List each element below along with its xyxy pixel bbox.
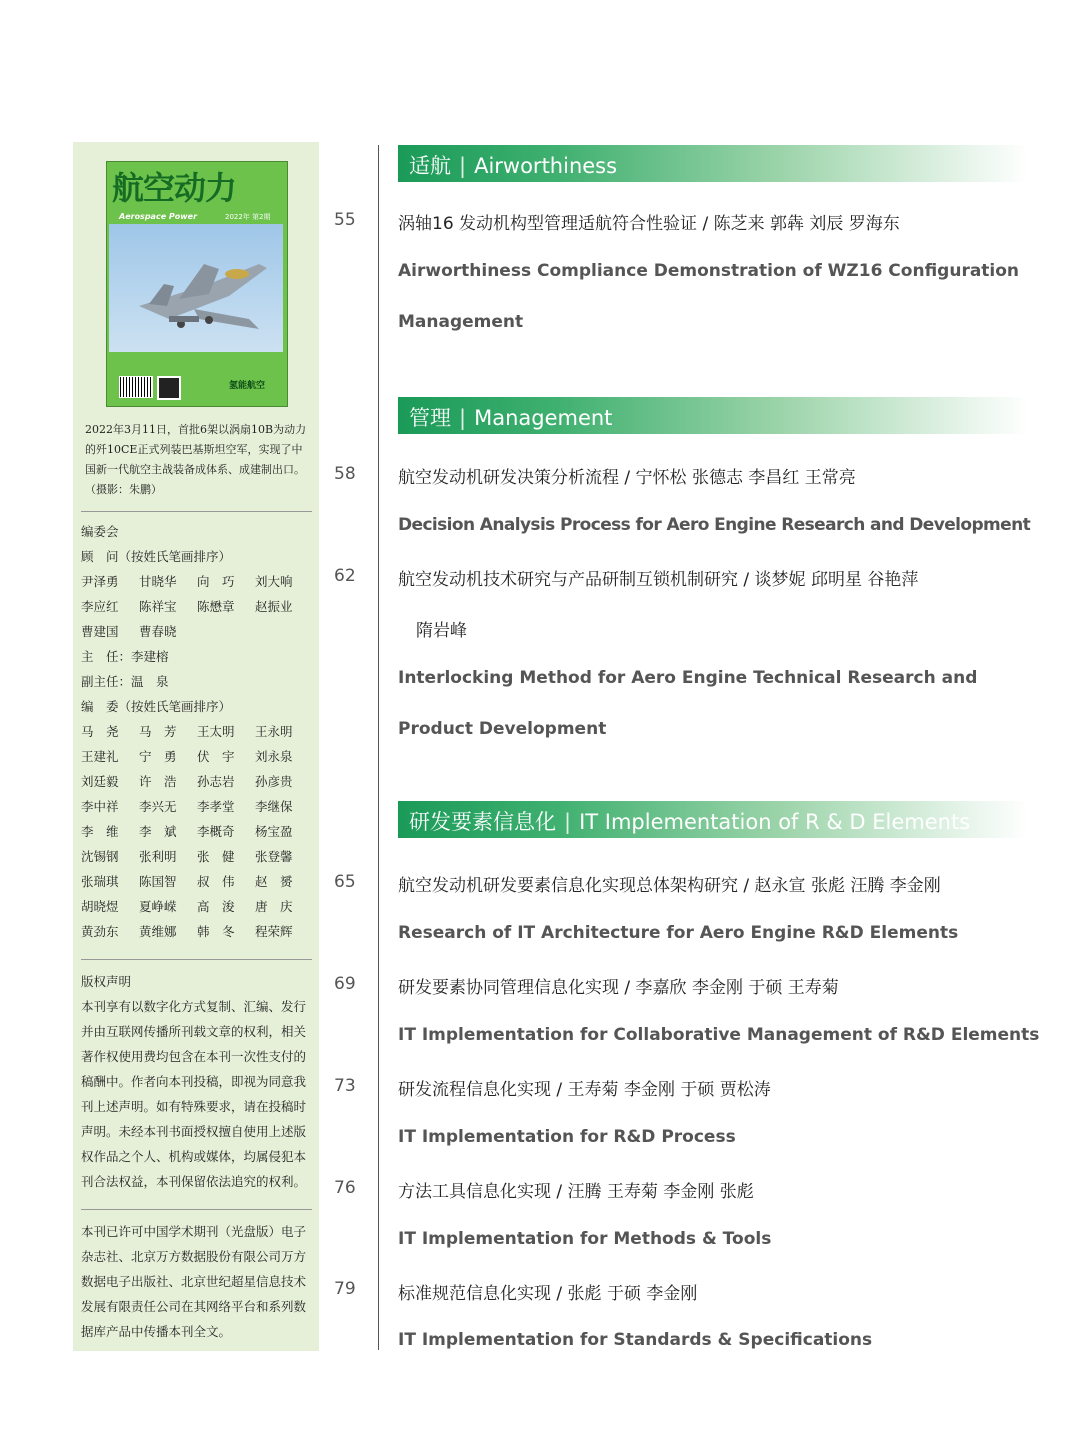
page-number: 62: [334, 566, 356, 586]
page-number: 58: [334, 464, 356, 484]
board-member-name: 李继保: [255, 799, 293, 814]
editorial-board: [81, 519, 317, 944]
name-row: [81, 869, 317, 894]
cover-brand: 氢能航空: [229, 381, 266, 391]
copyright-line: 著作权使用费均包含在本刊一次性支付的: [81, 1049, 307, 1064]
name-row: [81, 769, 317, 794]
board-member-name: 程荣辉: [255, 924, 293, 939]
board-heading: 编委会: [81, 524, 119, 539]
board-member-name: 孙志岩: [197, 774, 235, 789]
board-member-name: 马 尧: [81, 724, 119, 739]
board-member-name: 黄劲东: [81, 924, 119, 939]
article-title-en[interactable]: Decision Analysis Process for Aero Engine Research and Development: [398, 515, 1031, 535]
qr-code-icon: [157, 376, 181, 400]
board-member-name: 陈懋章: [197, 599, 235, 614]
editorial-sidebar: [73, 142, 319, 1351]
copyright-line: 声明。未经本刊书面授权擅自使用上述版: [81, 1124, 307, 1139]
board-member-name: 尹泽勇: [81, 574, 119, 589]
section-header-it-implementation: 研发要素信息化 | IT Implementation of R & D Elements: [398, 801, 1028, 838]
name-row: [81, 569, 317, 594]
board-member-name: 沈锡钢: [81, 849, 119, 864]
board-member-name: 曹春晓: [139, 624, 177, 639]
article-title-en[interactable]: IT Implementation for Standards & Specifications: [398, 1330, 873, 1350]
name-row: [81, 719, 317, 744]
section-en: Airworthiness: [474, 154, 618, 178]
board-member-name: 王永明: [255, 724, 293, 739]
board-member-name: 夏峥嵘: [139, 899, 177, 914]
barcode-icon: [119, 376, 153, 398]
page-number: 73: [334, 1076, 356, 1096]
director: 主 任：李建榕: [81, 649, 169, 664]
cover-caption: 2022年3月11日，首批6架以涡扇10B为动力的歼10CE正式列装巴基斯坦空军，实现了中国新一代航空主战装备成体系、成建制出口。（摄影：朱鹏）: [85, 423, 307, 496]
name-row: [81, 844, 317, 869]
article-title-en[interactable]: IT Implementation for Collaborative Management of R&D Elements: [398, 1025, 1040, 1045]
article-title-zh[interactable]: 标准规范信息化实现 / 张彪 于硕 李金刚: [398, 1284, 698, 1304]
board-member-name: 李中祥: [81, 799, 119, 814]
board-member-name: 宁 勇: [139, 749, 177, 764]
name-row: [81, 619, 317, 644]
copyright-line: 刊合法权益，本刊保留依法追究的权利。: [81, 1174, 307, 1189]
section-en: Management: [474, 406, 613, 430]
license-notice: [81, 1219, 314, 1344]
board-member-name: 黄维娜: [139, 924, 177, 939]
article-title-zh-continued[interactable]: 隋岩峰: [416, 621, 467, 641]
license-line: 发展有限责任公司在其网络平台和系列数: [81, 1299, 307, 1314]
board-member-name: 甘晓华: [139, 574, 177, 589]
board-member-name: 高 浚: [197, 899, 235, 914]
board-member-name: 赵 赟: [255, 874, 293, 889]
article-title-zh[interactable]: 研发流程信息化实现 / 王寿菊 李金刚 于硕 贾松涛: [398, 1080, 771, 1100]
board-member-name: 李 斌: [139, 824, 177, 839]
name-row: [81, 819, 317, 844]
board-member-name: 伏 宇: [197, 749, 235, 764]
article-title-zh[interactable]: 研发要素协同管理信息化实现 / 李嘉欣 李金刚 于硕 王寿菊: [398, 978, 839, 998]
board-member-name: 王建礼: [81, 749, 119, 764]
board-member-name: 张登馨: [255, 849, 293, 864]
members-label: 编 委（按姓氏笔画排序）: [81, 699, 232, 714]
board-member-name: 李孝堂: [197, 799, 235, 814]
advisors-label: 顾 问（按姓氏笔画排序）: [81, 549, 232, 564]
section-en: IT Implementation of R & D Elements: [579, 810, 971, 834]
page-number: 69: [334, 974, 356, 994]
board-member-name: 李兴无: [139, 799, 177, 814]
article-title-en[interactable]: IT Implementation for R&D Process: [398, 1127, 736, 1147]
section-zh: 适航: [409, 154, 451, 178]
name-row: [81, 744, 317, 769]
copyright-body: [81, 994, 314, 1194]
board-member-name: 孙彦贵: [255, 774, 293, 789]
advisors-list: [81, 569, 317, 644]
board-member-name: 张瑞琪: [81, 874, 119, 889]
board-member-name: 李 维: [81, 824, 119, 839]
board-member-name: 杨宝盈: [255, 824, 293, 839]
board-member-name: 张 健: [197, 849, 235, 864]
article-title-en[interactable]: Interlocking Method for Aero Engine Technical Research and: [398, 668, 978, 688]
vice-director: 副主任：温 泉: [81, 674, 169, 689]
board-member-name: 唐 庆: [255, 899, 293, 914]
section-header-management: 管理 | Management: [398, 397, 1028, 434]
board-member-name: 韩 冬: [197, 924, 235, 939]
board-member-name: 马 芳: [139, 724, 177, 739]
members-list: [81, 719, 317, 944]
article-title-zh[interactable]: 航空发动机研发要素信息化实现总体架构研究 / 赵永宣 张彪 汪腾 李金刚: [398, 876, 941, 896]
board-member-name: 李概奇: [197, 824, 235, 839]
page-number: 55: [334, 210, 356, 230]
board-member-name: 王太明: [197, 724, 235, 739]
board-member-name: 曹建国: [81, 624, 119, 639]
page-number: 76: [334, 1178, 356, 1198]
cover-subtitle: Aerospace Power: [119, 212, 198, 221]
cover-issue: 2022年 第2期: [225, 213, 271, 221]
article-title-zh[interactable]: 航空发动机技术研究与产品研制互锁机制研究 / 谈梦妮 邱明星 谷艳萍: [398, 570, 919, 590]
license-line: 数据电子出版社、北京世纪超星信息技术: [81, 1274, 307, 1289]
license-line: 杂志社、北京万方数据股份有限公司万方: [81, 1249, 307, 1264]
license-line: 据库产品中传播本刊全文。: [81, 1324, 232, 1339]
name-row: [81, 894, 317, 919]
name-row: [81, 919, 317, 944]
article-title-en[interactable]: Product Development: [398, 719, 607, 739]
copyright-line: 权作品之个人、机构或媒体，均属侵犯本: [81, 1149, 307, 1164]
copyright-title: 版权声明: [81, 974, 132, 989]
board-member-name: 刘廷毅: [81, 774, 119, 789]
name-row: [81, 794, 317, 819]
board-member-name: 陈祥宝: [139, 599, 177, 614]
copyright-notice: [81, 969, 314, 1194]
board-member-name: 刘永泉: [255, 749, 293, 764]
section-header-airworthiness: 适航 | Airworthiness: [398, 145, 1028, 182]
board-member-name: 张利明: [139, 849, 177, 864]
board-member-name: 叔 伟: [197, 874, 235, 889]
board-member-name: 刘大响: [255, 574, 293, 589]
article-title-en[interactable]: Airworthiness Compliance Demonstration of WZ16 Configuration: [398, 261, 1020, 281]
article-title-en[interactable]: IT Implementation for Methods & Tools: [398, 1229, 772, 1249]
divider: [81, 511, 312, 512]
copyright-line: 本刊享有以数字化方式复制、汇编、发行: [81, 999, 307, 1014]
magazine-cover: [106, 161, 288, 407]
license-line: 本刊已许可中国学术期刊（光盘版）电子: [81, 1224, 307, 1239]
board-member-name: 李应红: [81, 599, 119, 614]
article-title-zh[interactable]: 涡轴16 发动机构型管理适航符合性验证 / 陈芝来 郭犇 刘辰 罗海东: [398, 214, 900, 234]
cover-title: 航空动力: [112, 169, 237, 207]
board-member-name: 赵振业: [255, 599, 293, 614]
article-title-en[interactable]: Management: [398, 312, 524, 332]
page-number: 65: [334, 872, 356, 892]
page-number: 79: [334, 1279, 356, 1299]
copyright-line: 刊上述声明。如有特殊要求，请在投稿时: [81, 1099, 307, 1114]
toc-vertical-rule: [378, 145, 379, 1350]
divider: [81, 959, 312, 960]
article-title-zh[interactable]: 航空发动机研发决策分析流程 / 宁怀松 张德志 李昌红 王常亮: [398, 468, 856, 488]
copyright-line: 稿酬中。作者向本刊投稿，即视为同意我: [81, 1074, 307, 1089]
board-member-name: 向 巧: [197, 574, 235, 589]
name-row: [81, 594, 317, 619]
article-title-zh[interactable]: 方法工具信息化实现 / 汪腾 王寿菊 李金刚 张彪: [398, 1182, 754, 1202]
article-title-en[interactable]: Research of IT Architecture for Aero Engine R&D Elements: [398, 923, 959, 943]
board-member-name: 胡晓煜: [81, 899, 119, 914]
copyright-line: 并由互联网传播所刊载文章的权利，相关: [81, 1024, 307, 1039]
divider: [81, 1209, 312, 1210]
board-member-name: 许 浩: [139, 774, 177, 789]
section-zh: 管理: [409, 406, 451, 430]
section-zh: 研发要素信息化: [409, 810, 556, 834]
board-member-name: 陈国智: [139, 874, 177, 889]
